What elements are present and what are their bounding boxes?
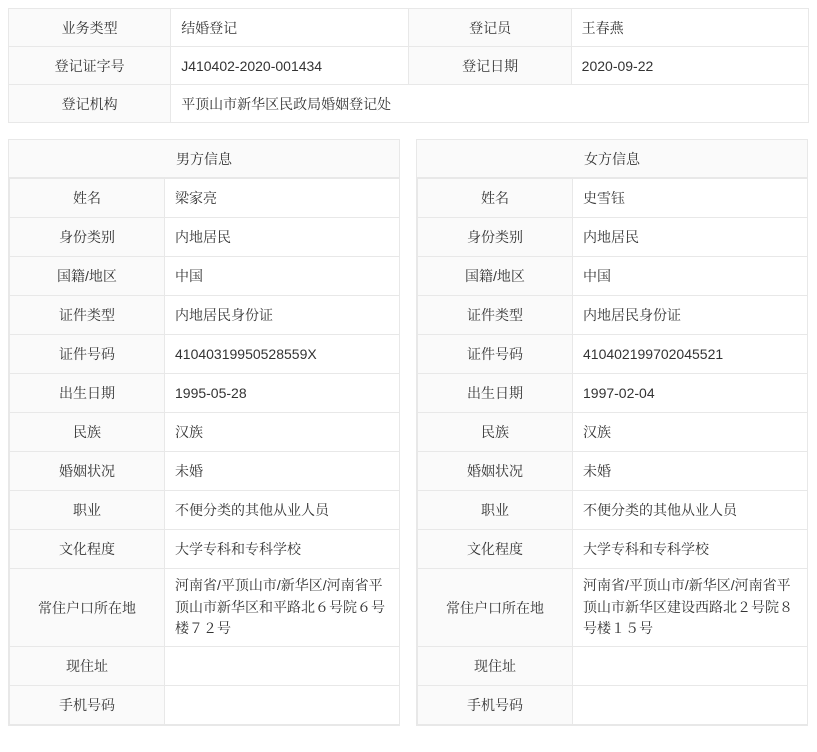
table-row	[418, 530, 808, 569]
female-education-value: 大学专科和专科学校	[573, 530, 808, 569]
table-row	[418, 686, 808, 725]
male-education-label: 文化程度	[10, 530, 165, 569]
male-identity-category-value: 内地居民	[165, 218, 400, 257]
female-name-value: 史雪钰	[573, 179, 808, 218]
table-row	[418, 452, 808, 491]
table-row	[418, 179, 808, 218]
male-id-number-label: 证件号码	[10, 335, 165, 374]
registration-summary-table	[8, 8, 809, 123]
female-current-address-label: 现住址	[418, 647, 573, 686]
table-row	[418, 374, 808, 413]
male-phone-label: 手机号码	[10, 686, 165, 725]
registration-date-value: 2020-09-22	[571, 47, 808, 85]
female-id-type-value: 内地居民身份证	[573, 296, 808, 335]
male-occupation-value: 不便分类的其他从业人员	[165, 491, 400, 530]
male-nationality-label: 国籍/地区	[10, 257, 165, 296]
table-row	[10, 647, 400, 686]
registration-office-label: 登记机构	[9, 85, 171, 123]
male-name-value: 梁家亮	[165, 179, 400, 218]
table-row	[418, 413, 808, 452]
female-info-title: 女方信息	[417, 140, 807, 178]
table-row	[418, 296, 808, 335]
female-ethnicity-value: 汉族	[573, 413, 808, 452]
table-row	[9, 47, 809, 85]
female-occupation-value: 不便分类的其他从业人员	[573, 491, 808, 530]
female-marital-status-value: 未婚	[573, 452, 808, 491]
male-birth-date-label: 出生日期	[10, 374, 165, 413]
table-row	[418, 218, 808, 257]
male-occupation-label: 职业	[10, 491, 165, 530]
female-ethnicity-label: 民族	[418, 413, 573, 452]
business-type-value: 结婚登记	[171, 9, 409, 47]
female-phone-value	[573, 686, 808, 725]
table-row	[418, 491, 808, 530]
female-household-address-label: 常住户口所在地	[418, 569, 573, 647]
female-current-address-value	[573, 647, 808, 686]
table-row	[10, 179, 400, 218]
male-current-address-label: 现住址	[10, 647, 165, 686]
table-row	[10, 413, 400, 452]
male-id-number-value: 41040319950528559X	[165, 335, 400, 374]
male-id-type-value: 内地居民身份证	[165, 296, 400, 335]
female-nationality-label: 国籍/地区	[418, 257, 573, 296]
table-row	[10, 530, 400, 569]
female-info-panel	[416, 139, 808, 726]
female-id-number-label: 证件号码	[418, 335, 573, 374]
female-info-table	[417, 178, 808, 725]
male-education-value: 大学专科和专科学校	[165, 530, 400, 569]
table-row	[10, 335, 400, 374]
female-phone-label: 手机号码	[418, 686, 573, 725]
certificate-number-value: J410402-2020-001434	[171, 47, 409, 85]
male-ethnicity-label: 民族	[10, 413, 165, 452]
table-row	[9, 9, 809, 47]
male-phone-value	[165, 686, 400, 725]
male-birth-date-value: 1995-05-28	[165, 374, 400, 413]
female-name-label: 姓名	[418, 179, 573, 218]
male-info-title: 男方信息	[9, 140, 399, 178]
male-current-address-value	[165, 647, 400, 686]
table-row	[10, 296, 400, 335]
female-id-type-label: 证件类型	[418, 296, 573, 335]
registration-office-value: 平顶山市新华区民政局婚姻登记处	[171, 85, 809, 123]
table-row	[10, 686, 400, 725]
female-nationality-value: 中国	[573, 257, 808, 296]
male-nationality-value: 中国	[165, 257, 400, 296]
registration-date-label: 登记日期	[409, 47, 571, 85]
male-marital-status-label: 婚姻状况	[10, 452, 165, 491]
male-ethnicity-value: 汉族	[165, 413, 400, 452]
party-info-columns	[8, 139, 809, 726]
male-identity-category-label: 身份类别	[10, 218, 165, 257]
male-household-address-label: 常住户口所在地	[10, 569, 165, 647]
female-id-number-value: 410402199702045521	[573, 335, 808, 374]
table-row	[418, 257, 808, 296]
male-info-table	[9, 178, 400, 725]
table-row	[9, 85, 809, 123]
male-info-panel	[8, 139, 400, 726]
male-name-label: 姓名	[10, 179, 165, 218]
business-type-label: 业务类型	[9, 9, 171, 47]
table-row	[10, 257, 400, 296]
certificate-number-label: 登记证字号	[9, 47, 171, 85]
female-birth-date-value: 1997-02-04	[573, 374, 808, 413]
male-marital-status-value: 未婚	[165, 452, 400, 491]
table-row	[418, 335, 808, 374]
male-id-type-label: 证件类型	[10, 296, 165, 335]
male-household-address-value: 河南省/平顶山市/新华区/河南省平顶山市新华区和平路北６号院６号楼７２号	[165, 569, 400, 647]
female-household-address-value: 河南省/平顶山市/新华区/河南省平顶山市新华区建设西路北２号院８号楼１５号	[573, 569, 808, 647]
registrar-value: 王春燕	[571, 9, 808, 47]
table-row	[418, 647, 808, 686]
female-occupation-label: 职业	[418, 491, 573, 530]
table-row	[10, 218, 400, 257]
female-birth-date-label: 出生日期	[418, 374, 573, 413]
table-row	[10, 452, 400, 491]
female-education-label: 文化程度	[418, 530, 573, 569]
table-row	[10, 569, 400, 647]
registrar-label: 登记员	[409, 9, 571, 47]
female-marital-status-label: 婚姻状况	[418, 452, 573, 491]
table-row	[10, 491, 400, 530]
female-identity-category-value: 内地居民	[573, 218, 808, 257]
table-row	[418, 569, 808, 647]
table-row	[10, 374, 400, 413]
female-identity-category-label: 身份类别	[418, 218, 573, 257]
